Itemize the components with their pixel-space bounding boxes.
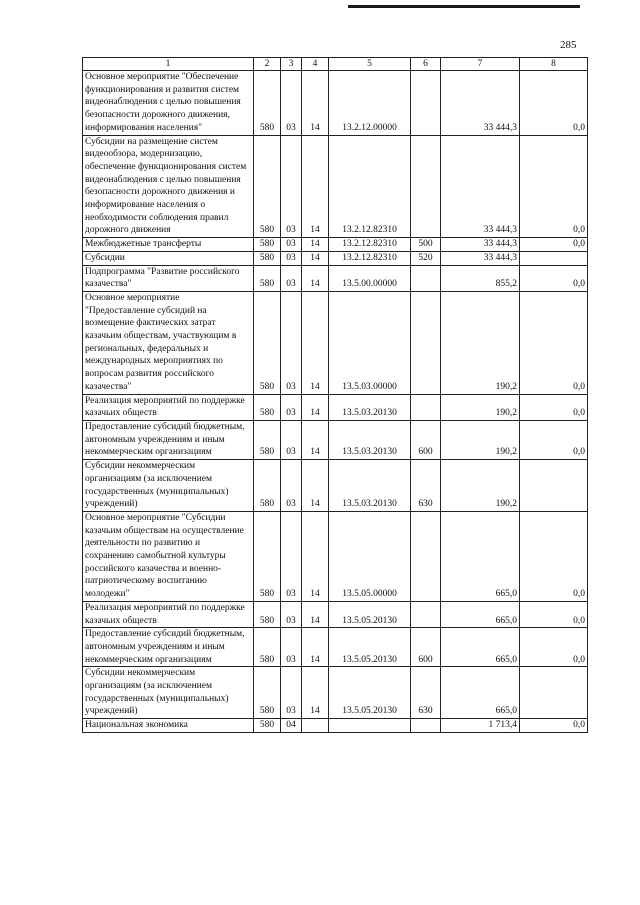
cell-col3: 03	[281, 291, 302, 394]
cell-col4: 14	[302, 251, 329, 265]
col-header: 1	[83, 58, 254, 71]
cell-col2: 580	[254, 667, 281, 719]
table-row	[83, 667, 588, 719]
cell-col3: 04	[281, 719, 302, 733]
row-name: Субсидии	[83, 251, 254, 265]
table-row	[83, 265, 588, 291]
cell-col2: 580	[254, 135, 281, 238]
cell-col7: 33 444,3	[441, 238, 520, 252]
cell-col4: 14	[302, 71, 329, 136]
cell-col6	[411, 511, 441, 601]
table-row	[83, 238, 588, 252]
cell-col6	[411, 601, 441, 627]
cell-col8: 0,0	[520, 420, 588, 459]
header-rule	[348, 5, 580, 8]
cell-col6	[411, 71, 441, 136]
cell-col2: 580	[254, 251, 281, 265]
cell-col4: 14	[302, 291, 329, 394]
cell-col2: 580	[254, 394, 281, 420]
cell-col7: 190,2	[441, 394, 520, 420]
cell-col8: 0,0	[520, 628, 588, 667]
cell-col7: 190,2	[441, 460, 520, 512]
table-row	[83, 71, 588, 136]
page-number: 285	[560, 39, 577, 51]
cell-col5	[329, 719, 411, 733]
cell-col7: 1 713,4	[441, 719, 520, 733]
cell-col6	[411, 291, 441, 394]
cell-col6	[411, 265, 441, 291]
cell-col2: 580	[254, 719, 281, 733]
cell-col8: 0,0	[520, 394, 588, 420]
cell-col4: 14	[302, 265, 329, 291]
cell-col3: 03	[281, 135, 302, 238]
cell-col4: 14	[302, 420, 329, 459]
cell-col7: 855,2	[441, 265, 520, 291]
col-header: 8	[520, 58, 588, 71]
cell-col7: 665,0	[441, 667, 520, 719]
cell-col4: 14	[302, 394, 329, 420]
cell-col4	[302, 719, 329, 733]
cell-col7: 665,0	[441, 628, 520, 667]
cell-col8: 0,0	[520, 601, 588, 627]
col-header: 5	[329, 58, 411, 71]
row-name: Национальная экономика	[83, 719, 254, 733]
cell-col3: 03	[281, 460, 302, 512]
cell-col8: 0,0	[520, 135, 588, 238]
cell-col3: 03	[281, 667, 302, 719]
budget-table	[82, 57, 588, 733]
cell-col3: 03	[281, 628, 302, 667]
cell-col7: 190,2	[441, 291, 520, 394]
row-name: Предоставление субсидий бюджетным, автономным учреждениям и иным некоммерческим организациям	[83, 628, 254, 667]
table-row	[83, 394, 588, 420]
table-row	[83, 420, 588, 459]
cell-col2: 580	[254, 291, 281, 394]
cell-col8: 0,0	[520, 291, 588, 394]
header-row	[83, 58, 588, 71]
row-name: Предоставление субсидий бюджетным, автономным учреждениям и иным некоммерческим организациям	[83, 420, 254, 459]
cell-col6: 630	[411, 667, 441, 719]
cell-col4: 14	[302, 460, 329, 512]
cell-col4: 14	[302, 628, 329, 667]
cell-col5: 13.5.03.20130	[329, 460, 411, 512]
cell-col4: 14	[302, 135, 329, 238]
cell-col6: 600	[411, 628, 441, 667]
cell-col8: 0,0	[520, 71, 588, 136]
cell-col7: 665,0	[441, 601, 520, 627]
cell-col8: 0,0	[520, 238, 588, 252]
cell-col5: 13.5.03.00000	[329, 291, 411, 394]
cell-col5: 13.2.12.00000	[329, 71, 411, 136]
cell-col6	[411, 394, 441, 420]
table-row	[83, 628, 588, 667]
cell-col5: 13.2.12.82310	[329, 251, 411, 265]
cell-col8	[520, 460, 588, 512]
table-row	[83, 135, 588, 238]
cell-col5: 13.2.12.82310	[329, 135, 411, 238]
cell-col4: 14	[302, 511, 329, 601]
row-name: Субсидии некоммерческим организациям (за исключением государственных (муниципальных) учреждений)	[83, 460, 254, 512]
row-name: Субсидии некоммерческим организациям (за исключением государственных (муниципальных) учреждений)	[83, 667, 254, 719]
table-row	[83, 460, 588, 512]
cell-col3: 03	[281, 265, 302, 291]
cell-col6	[411, 135, 441, 238]
cell-col3: 03	[281, 394, 302, 420]
cell-col4: 14	[302, 238, 329, 252]
col-header: 7	[441, 58, 520, 71]
table-row	[83, 601, 588, 627]
cell-col8: 0,0	[520, 265, 588, 291]
cell-col8	[520, 251, 588, 265]
row-name: Субсидии на размещение систем видеообзора, модернизацию, обеспечение функционирования систем видеонаблюдения с целью повышения безопасности дорожного движения и информирование населения о необходимости соблюдения правил дорожного движения	[83, 135, 254, 238]
cell-col5: 13.5.03.20130	[329, 394, 411, 420]
cell-col3: 03	[281, 238, 302, 252]
row-name: Основное мероприятие "Предоставление субсидий на возмещение фактических затрат казачьим обществам, участвующим в региональных, федеральных и международных мероприятиях по вопросам развития российского казачества"	[83, 291, 254, 394]
cell-col7: 33 444,3	[441, 251, 520, 265]
cell-col6: 600	[411, 420, 441, 459]
row-name: Межбюджетные трансферты	[83, 238, 254, 252]
cell-col5: 13.5.05.20130	[329, 667, 411, 719]
cell-col2: 580	[254, 511, 281, 601]
row-name: Подпрограмма "Развитие российского казачества"	[83, 265, 254, 291]
cell-col3: 03	[281, 71, 302, 136]
cell-col2: 580	[254, 238, 281, 252]
table-row	[83, 511, 588, 601]
cell-col8: 0,0	[520, 511, 588, 601]
cell-col3: 03	[281, 420, 302, 459]
cell-col2: 580	[254, 265, 281, 291]
cell-col2: 580	[254, 420, 281, 459]
col-header: 3	[281, 58, 302, 71]
cell-col5: 13.5.05.20130	[329, 601, 411, 627]
cell-col6: 630	[411, 460, 441, 512]
cell-col2: 580	[254, 601, 281, 627]
cell-col3: 03	[281, 251, 302, 265]
cell-col6	[411, 719, 441, 733]
cell-col5: 13.5.05.00000	[329, 511, 411, 601]
row-name: Реализация мероприятий по поддержке казачьих обществ	[83, 601, 254, 627]
cell-col5: 13.2.12.82310	[329, 238, 411, 252]
cell-col3: 03	[281, 601, 302, 627]
cell-col2: 580	[254, 628, 281, 667]
cell-col5: 13.5.05.20130	[329, 628, 411, 667]
cell-col5: 13.5.00.00000	[329, 265, 411, 291]
cell-col7: 33 444,3	[441, 71, 520, 136]
row-name: Основное мероприятие "Обеспечение функционирования и развития систем видеонаблюдения с целью повышения безопасности дорожного движения, информирования населения"	[83, 71, 254, 136]
col-header: 4	[302, 58, 329, 71]
table-row	[83, 251, 588, 265]
cell-col2: 580	[254, 460, 281, 512]
cell-col4: 14	[302, 667, 329, 719]
cell-col6: 520	[411, 251, 441, 265]
cell-col8: 0,0	[520, 719, 588, 733]
row-name: Основное мероприятие "Субсидии казачьим обществам на осуществление деятельности по развитию и сохранению самобытной культуры российского казачества и военно-патриотическому воспитанию молодежи"	[83, 511, 254, 601]
cell-col8	[520, 667, 588, 719]
cell-col7: 190,2	[441, 420, 520, 459]
col-header: 2	[254, 58, 281, 71]
cell-col3: 03	[281, 511, 302, 601]
row-name: Реализация мероприятий по поддержке казачьих обществ	[83, 394, 254, 420]
table-row	[83, 291, 588, 394]
cell-col7: 665,0	[441, 511, 520, 601]
cell-col6: 500	[411, 238, 441, 252]
col-header: 6	[411, 58, 441, 71]
cell-col7: 33 444,3	[441, 135, 520, 238]
cell-col5: 13.5.03.20130	[329, 420, 411, 459]
table-row	[83, 719, 588, 733]
cell-col4: 14	[302, 601, 329, 627]
cell-col2: 580	[254, 71, 281, 136]
